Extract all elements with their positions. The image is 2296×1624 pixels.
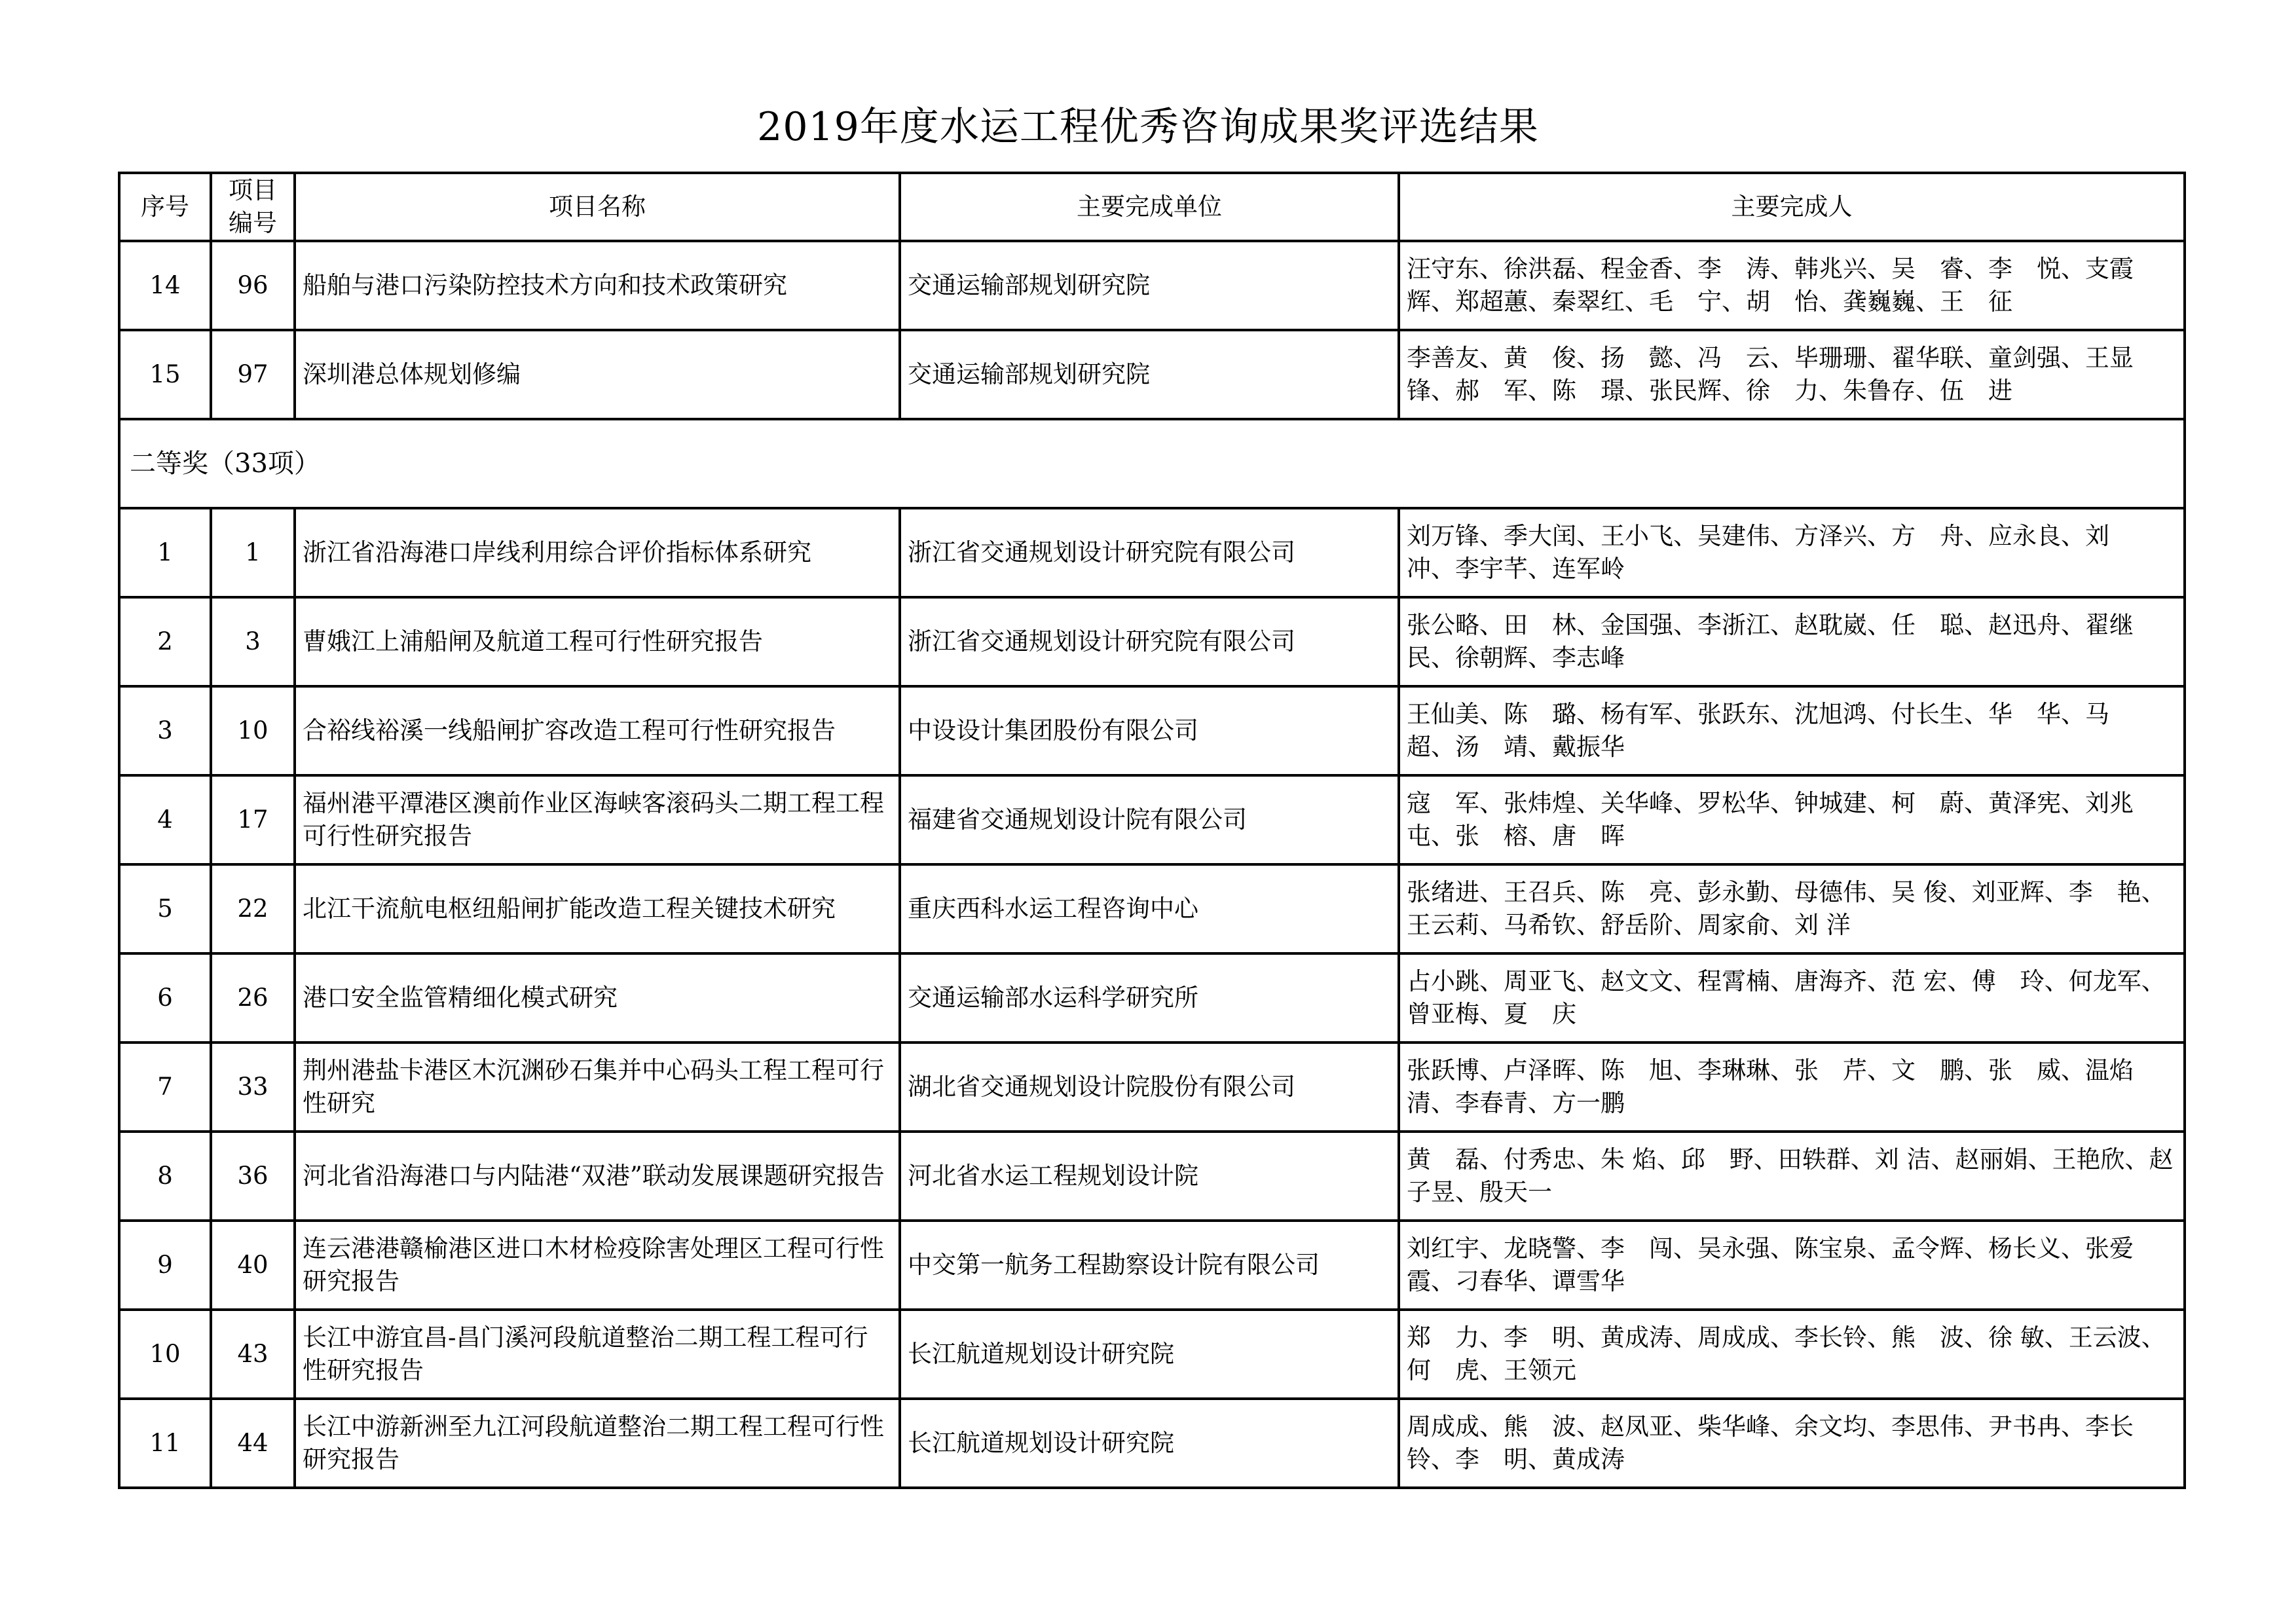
cell-project-no: 17 (211, 775, 295, 864)
cell-project-no: 33 (211, 1043, 295, 1132)
cell-seq: 6 (119, 953, 211, 1043)
cell-project-name: 长江中游新洲至九江河段航道整治二期工程工程可行性研究报告 (295, 1399, 900, 1488)
table-row (119, 686, 2185, 775)
header-project-no-line1: 项目 (229, 176, 277, 204)
cell-unit: 中设设计集团股份有限公司 (900, 686, 1399, 775)
cell-people: 张跃博、卢泽晖、陈 旭、李琳琳、张 芹、文 鹏、张 威、温焰清、李春青、方一鹏 (1399, 1043, 2185, 1132)
cell-people: 汪守东、徐洪磊、程金香、李 涛、韩兆兴、吴 睿、李 悦、支霞辉、郑超蕙、秦翠红、毛 宁、胡 怡、龚巍巍、王 征 (1399, 241, 2185, 330)
cell-unit: 中交第一航务工程勘察设计院有限公司 (900, 1221, 1399, 1310)
table-row (119, 597, 2185, 686)
cell-project-name: 连云港港赣榆港区进口木材检疫除害处理区工程可行性研究报告 (295, 1221, 900, 1310)
table-row (119, 864, 2185, 953)
table-header-row (119, 173, 2185, 241)
cell-people: 寇 军、张炜煌、关华峰、罗松华、钟城建、柯 蔚、黄泽宪、刘兆屯、张 榕、唐 晖 (1399, 775, 2185, 864)
cell-seq: 5 (119, 864, 211, 953)
table-row (119, 1043, 2185, 1132)
cell-project-name: 北江干流航电枢纽船闸扩能改造工程关键技术研究 (295, 864, 900, 953)
cell-people: 郑 力、李 明、黄成涛、周成成、李长铃、熊 波、徐 敏、王云波、何 虎、王领元 (1399, 1310, 2185, 1399)
table-row (119, 1221, 2185, 1310)
cell-project-name: 港口安全监管精细化模式研究 (295, 953, 900, 1043)
cell-unit: 交通运输部水运科学研究所 (900, 953, 1399, 1043)
cell-project-name: 长江中游宜昌-昌门溪河段航道整治二期工程工程可行性研究报告 (295, 1310, 900, 1399)
cell-people: 张公略、田 林、金国强、李浙江、赵耽崴、任 聪、赵迅舟、翟继民、徐朝辉、李志峰 (1399, 597, 2185, 686)
cell-seq: 14 (119, 241, 211, 330)
table-row (119, 1132, 2185, 1221)
table-row (119, 953, 2185, 1043)
cell-project-no: 1 (211, 508, 295, 597)
cell-unit: 浙江省交通规划设计研究院有限公司 (900, 597, 1399, 686)
cell-unit: 浙江省交通规划设计研究院有限公司 (900, 508, 1399, 597)
cell-project-name: 河北省沿海港口与内陆港“双港”联动发展课题研究报告 (295, 1132, 900, 1221)
section-heading: 二等奖（33项） (119, 419, 2185, 508)
cell-project-no: 40 (211, 1221, 295, 1310)
cell-project-name: 浙江省沿海港口岸线利用综合评价指标体系研究 (295, 508, 900, 597)
cell-seq: 9 (119, 1221, 211, 1310)
cell-project-no: 96 (211, 241, 295, 330)
header-seq: 序号 (119, 173, 211, 241)
cell-project-no: 22 (211, 864, 295, 953)
cell-project-no: 26 (211, 953, 295, 1043)
cell-people: 李善友、黄 俊、扬 懿、冯 云、毕珊珊、翟华联、童剑强、王显锋、郝 军、陈 璟、张民辉、徐 力、朱鲁存、伍 进 (1399, 330, 2185, 419)
header-project-no (211, 173, 295, 241)
cell-people: 周成成、熊 波、赵凤亚、柴华峰、余文均、李思伟、尹书冉、李长铃、李 明、黄成涛 (1399, 1399, 2185, 1488)
cell-unit: 重庆西科水运工程咨询中心 (900, 864, 1399, 953)
cell-unit: 交通运输部规划研究院 (900, 241, 1399, 330)
table-row (119, 508, 2185, 597)
cell-seq: 3 (119, 686, 211, 775)
cell-project-name: 合裕线裕溪一线船闸扩容改造工程可行性研究报告 (295, 686, 900, 775)
cell-project-name: 福州港平潭港区澳前作业区海峡客滚码头二期工程工程可行性研究报告 (295, 775, 900, 864)
cell-unit: 长江航道规划设计研究院 (900, 1310, 1399, 1399)
cell-seq: 8 (119, 1132, 211, 1221)
table-row (119, 1399, 2185, 1488)
cell-project-no: 36 (211, 1132, 295, 1221)
cell-seq: 7 (119, 1043, 211, 1132)
cell-project-name: 荆州港盐卡港区木沉渊砂石集并中心码头工程工程可行性研究 (295, 1043, 900, 1132)
cell-unit: 河北省水运工程规划设计院 (900, 1132, 1399, 1221)
cell-people: 黄 磊、付秀忠、朱 焰、邱 野、田轶群、刘 洁、赵丽娟、王艳欣、赵子昱、殷天一 (1399, 1132, 2185, 1221)
table-row (119, 775, 2185, 864)
cell-project-no: 10 (211, 686, 295, 775)
cell-unit: 交通运输部规划研究院 (900, 330, 1399, 419)
cell-project-name: 船舶与港口污染防控技术方向和技术政策研究 (295, 241, 900, 330)
table-row (119, 241, 2185, 330)
cell-seq: 2 (119, 597, 211, 686)
cell-people: 张绪进、王召兵、陈 亮、彭永勤、母德伟、吴 俊、刘亚辉、李 艳、王云莉、马希钦、舒岳阶、周家俞、刘 洋 (1399, 864, 2185, 953)
document-title: 2019年度水运工程优秀咨询成果奖评选结果 (757, 104, 1539, 150)
cell-people: 王仙美、陈 璐、杨有军、张跃东、沈旭鸿、付长生、华 华、马 超、汤 靖、戴振华 (1399, 686, 2185, 775)
header-unit: 主要完成单位 (900, 173, 1399, 241)
cell-project-no: 43 (211, 1310, 295, 1399)
cell-unit: 湖北省交通规划设计院股份有限公司 (900, 1043, 1399, 1132)
awards-table (118, 172, 2186, 1489)
cell-project-no: 97 (211, 330, 295, 419)
cell-seq: 11 (119, 1399, 211, 1488)
cell-unit: 长江航道规划设计研究院 (900, 1399, 1399, 1488)
cell-people: 占小跳、周亚飞、赵文文、程霄楠、唐海齐、范 宏、傅 玲、何龙军、曾亚梅、夏 庆 (1399, 953, 2185, 1043)
cell-unit: 福建省交通规划设计院有限公司 (900, 775, 1399, 864)
header-project-name: 项目名称 (295, 173, 900, 241)
cell-project-no: 3 (211, 597, 295, 686)
cell-seq: 1 (119, 508, 211, 597)
table-row (119, 1310, 2185, 1399)
table-row (119, 330, 2185, 419)
cell-seq: 10 (119, 1310, 211, 1399)
cell-project-no: 44 (211, 1399, 295, 1488)
cell-seq: 4 (119, 775, 211, 864)
header-project-no-line2: 编号 (229, 209, 277, 237)
cell-project-name: 曹娥江上浦船闸及航道工程可行性研究报告 (295, 597, 900, 686)
cell-project-name: 深圳港总体规划修编 (295, 330, 900, 419)
cell-people: 刘红宇、龙晓警、李 闯、吴永强、陈宝泉、孟令辉、杨长义、张爱霞、刁春华、谭雪华 (1399, 1221, 2185, 1310)
cell-people: 刘万锋、季大闰、王小飞、吴建伟、方泽兴、方 舟、应永良、刘 冲、李宇芊、连军岭 (1399, 508, 2185, 597)
header-people: 主要完成人 (1399, 173, 2185, 241)
cell-seq: 15 (119, 330, 211, 419)
section-row (119, 419, 2185, 508)
